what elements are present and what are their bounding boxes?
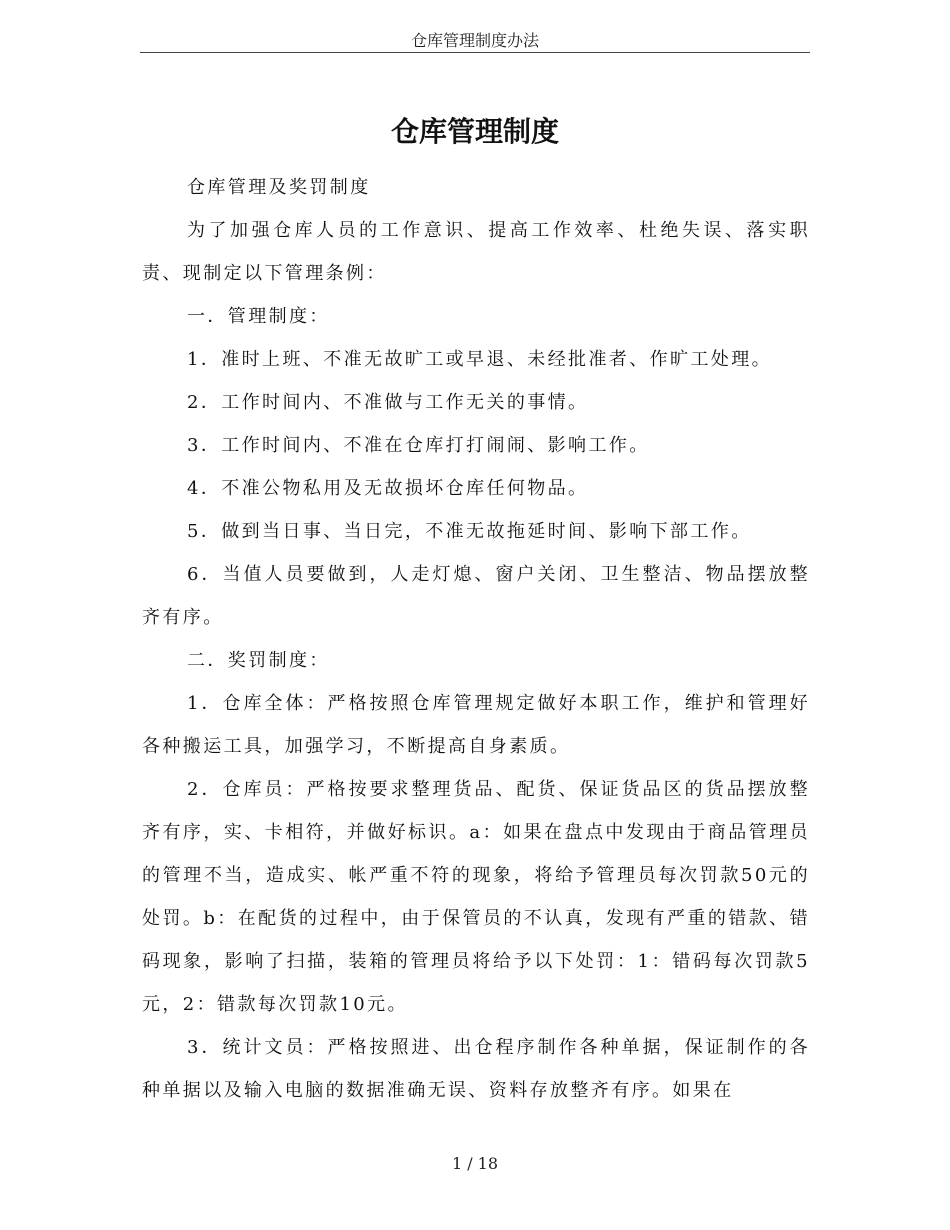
paragraph: 4．不准公物私用及无故损坏仓库任何物品。 xyxy=(187,478,589,499)
paragraph: 一．管理制度： xyxy=(187,306,330,327)
paragraph: 3．工作时间内、不准在仓库打打闹闹、影响工作。 xyxy=(187,435,650,456)
paragraph: 3．统计文员：严格按照进、出仓程序制作各种单据，保证制作的各种单据以及输入电脑的数据准确无误、资料存放整齐有序。如果在 xyxy=(142,1037,810,1101)
paragraph: 1．仓库全体：严格按照仓库管理规定做好本职工作，维护和管理好各种搬运工具，加强学习，不断提高自身素质。 xyxy=(142,693,810,757)
page-number: 1 / 18 xyxy=(451,1154,499,1173)
paragraph: 5．做到当日事、当日完，不准无故拖延时间、影响下部工作。 xyxy=(187,521,752,542)
paragraph: 2．仓库员：严格按要求整理货品、配货、保证货品区的货品摆放整齐有序，实、卡相符，并做好标识。a：如果在盘点中发现由于商品管理员的管理不当，造成实、帐严重不符的现象，将给予管理员每次罚款50元的处罚。b：在配货的过程中，由于保管员的不认真，发现有严重的错款、错码现象，影响了扫描，装箱的管理员将给予以下处罚：1：错码每次罚款5元，2：错款每次罚款10元。 xyxy=(142,779,810,1015)
document-body xyxy=(142,166,810,1112)
paragraph: 1．准时上班、不准无故旷工或早退、未经批准者、作旷工处理。 xyxy=(187,349,773,370)
document-title: 仓库管理制度 xyxy=(390,115,559,148)
paragraph: 二．奖罚制度： xyxy=(187,650,330,671)
paragraph: 6．当值人员要做到，人走灯熄、窗户关闭、卫生整洁、物品摆放整齐有序。 xyxy=(142,564,810,628)
paragraph: 为了加强仓库人员的工作意识、提高工作效率、杜绝失误、落实职责、现制定以下管理条例： xyxy=(142,220,810,284)
running-header: 仓库管理制度办法 xyxy=(410,31,539,50)
header-divider xyxy=(140,52,810,53)
paragraph: 仓库管理及奖罚制度 xyxy=(187,177,371,198)
paragraph: 2．工作时间内、不准做与工作无关的事情。 xyxy=(187,392,589,413)
